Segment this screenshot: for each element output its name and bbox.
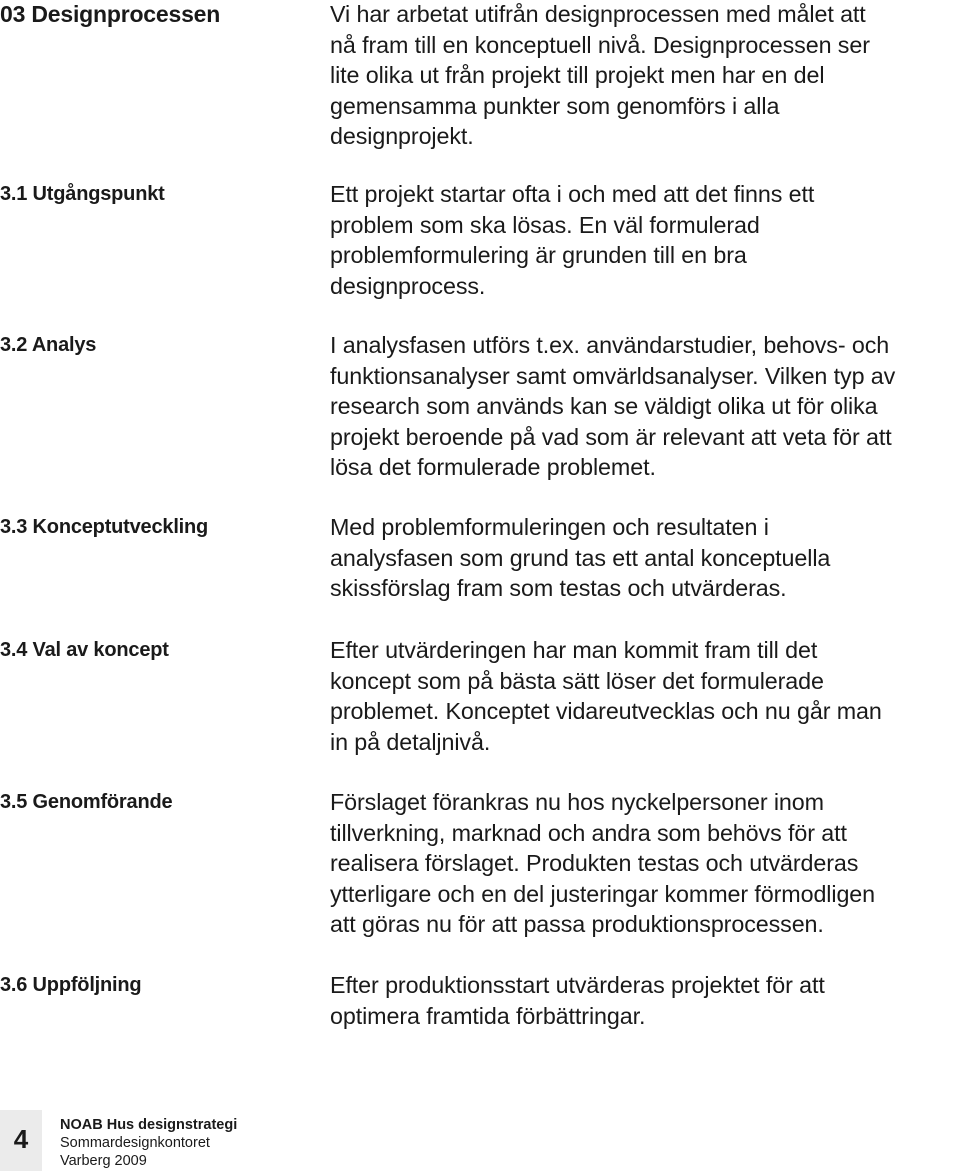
- text-line: projekt beroende på vad som är relevant att veta för att: [330, 423, 892, 450]
- page-number: 4: [13, 1124, 29, 1154]
- section-paragraph: [330, 635, 958, 757]
- text-line: gemensamma punkter som genomförs i alla: [330, 92, 780, 119]
- section-paragraph: [330, 179, 958, 301]
- section-paragraph: [330, 512, 958, 604]
- text-line: funktionsanalyser samt omvärldsanalyser. Vilken typ av: [330, 362, 896, 389]
- text-line: analysfasen som grund tas ett antal konceptuella: [330, 544, 831, 571]
- section-heading: 3.6 Uppföljning: [0, 974, 142, 996]
- text-line: lite olika ut från projekt till projekt men har en del: [330, 62, 825, 89]
- text-line: ytterligare och en del justeringar kommer förmodligen: [330, 880, 876, 907]
- section-heading: 3.2 Analys: [0, 334, 97, 356]
- text-line: in på detaljnivå.: [330, 728, 491, 755]
- text-line: Ett projekt startar ofta i och med att det finns ett: [330, 181, 815, 207]
- page-title: 03 Designprocessen: [0, 1, 221, 27]
- section-heading: 3.3 Konceptutveckling: [0, 516, 209, 538]
- section-paragraph: [330, 787, 958, 940]
- section-heading: 3.5 Genomförande: [0, 791, 173, 813]
- text-line: I analysfasen utförs t.ex. användarstudier, behovs- och: [330, 332, 890, 358]
- text-line: problemet. Konceptet vidareutvecklas och nu går man: [330, 698, 882, 725]
- text-line: Med problemformuleringen och resultaten i: [330, 514, 769, 540]
- text-line: Efter produktionsstart utvärderas projektet för att: [330, 972, 825, 998]
- text-line: research som används kan se väldigt olika ut för olika: [330, 393, 878, 420]
- section-heading: 3.4 Val av koncept: [0, 639, 169, 661]
- footer-place-year: Varberg 2009: [60, 1153, 147, 1169]
- section-paragraph: [330, 970, 958, 1031]
- text-line: Vi har arbetat utifrån designprocessen med målet att: [330, 1, 866, 27]
- section-heading: 3.1 Utgångspunkt: [0, 183, 165, 205]
- text-line: nå fram till en konceptuell nivå. Designprocessen ser: [330, 31, 870, 58]
- text-line: Efter utvärderingen har man kommit fram till det: [330, 637, 818, 663]
- text-line: Förslaget förankras nu hos nyckelpersoner inom: [330, 789, 824, 815]
- text-line: tillverkning, marknad och andra som behövs för att: [330, 819, 847, 846]
- footer-info: [60, 1116, 237, 1170]
- text-line: optimera framtida förbättringar.: [330, 1002, 646, 1029]
- text-line: realisera förslaget. Produkten testas och utvärderas: [330, 850, 859, 877]
- intro-paragraph: [330, 0, 958, 152]
- footer-office: Sommardesignkontoret: [60, 1135, 210, 1151]
- footer-title: NOAB Hus designstrategi: [60, 1117, 238, 1133]
- text-line: att göras nu för att passa produktionsprocessen.: [330, 911, 824, 938]
- text-line: skissförslag fram som testas och utvärderas.: [330, 575, 787, 602]
- page-footer: [0, 1100, 960, 1171]
- text-line: designprojekt.: [330, 123, 474, 150]
- text-line: koncept som på bästa sätt löser det formulerade: [330, 667, 824, 694]
- text-line: problem som ska lösas. En väl formulerad: [330, 211, 760, 238]
- text-line: lösa det formulerade problemet.: [330, 454, 656, 481]
- section-paragraph: [330, 330, 958, 483]
- text-line: designprocess.: [330, 272, 486, 299]
- text-line: problemformulering är grunden till en bra: [330, 242, 747, 269]
